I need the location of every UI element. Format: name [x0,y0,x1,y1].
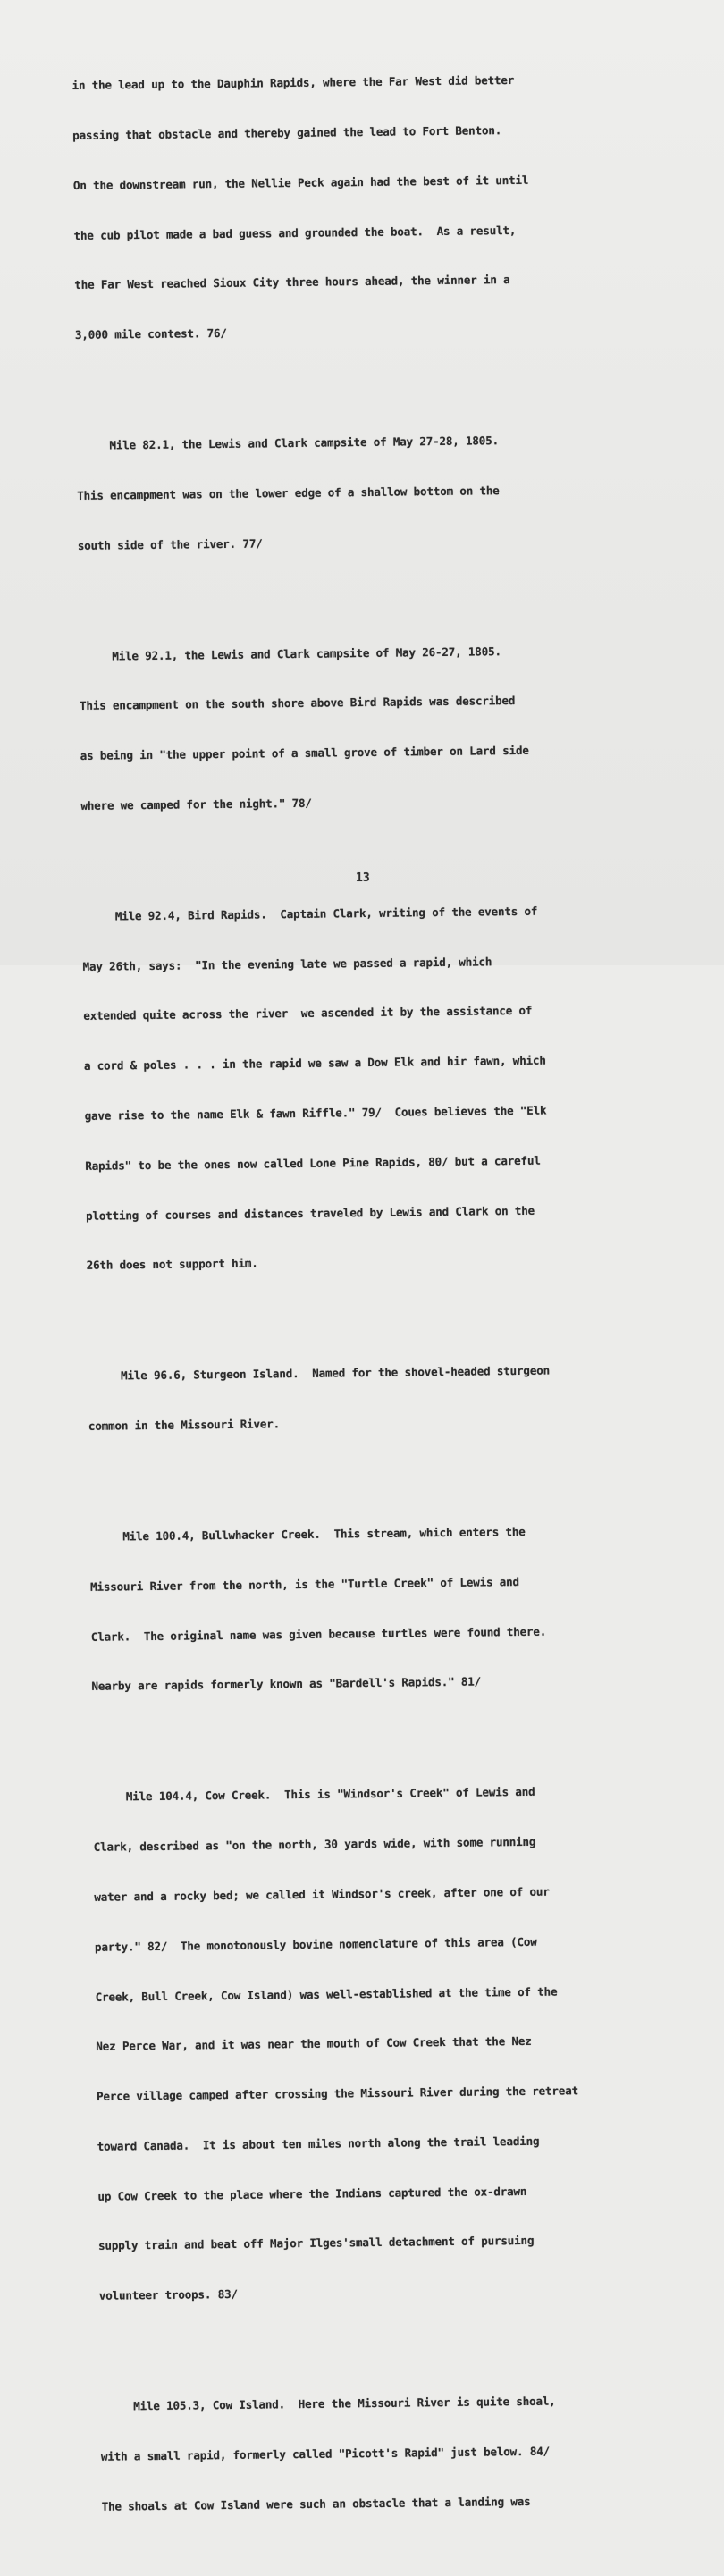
text-line: Nearby are rapids formerly known as "Bardell's Rapids." 81/ [91,1674,482,1694]
text-line: Mile 92.1, the Lewis and Clark campsite of May 26-27, 1805. [79,644,501,663]
paragraph-mile-104-4 [92,1749,689,2338]
text-line: up Cow Creek to the place where the Indians captured the ox-drawn [97,2184,527,2203]
text-line: supply train and beat off Major Ilges'small detachment of pursuing [97,2234,535,2253]
paragraph-mile-92-1 [79,608,671,847]
text-line: the Far West reached Sioux City three hours ahead, the winner in a [74,273,510,292]
text-line: the cub pilot made a bad guess and grounded the boat. As a result, [73,223,517,242]
text-line: This encampment on the south shore above Bird Rapids was described [79,694,516,713]
text-line: Mile 100.4, Bullwhacker Creek. This stream, which enters the [89,1525,526,1544]
paragraph-mile-82-1 [76,398,668,588]
document-body [72,38,693,2576]
text-line: plotting of courses and distances traveled by Lewis and Clark on the [85,1203,535,1223]
text-line: party." 82/ The monotonously bovine nomenclature of this area (Cow [94,1934,537,1954]
text-line: Mile 104.4, Cow Creek. This is "Windsor's Creek" of Lewis and [92,1785,535,1805]
text-line: Rapids" to be the ones now called Lone Pine Rapids, 80/ but a careful [85,1153,541,1173]
paragraph-mile-100-4 [89,1489,682,1729]
text-line: Perce village camped after crossing the Missouri River during the retreat [96,2084,579,2103]
text-line: Clark. The original name was given because turtles were found there. [90,1624,547,1644]
text-line: 3,000 mile contest. 76/ [74,325,227,342]
text-line: toward Canada. It is about ten miles north along the trail leading [97,2134,540,2153]
text-line: Missouri River from the north, is the "Turtle Creek" of Lewis and [89,1574,519,1594]
text-line: Mile 82.1, the Lewis and Clark campsite of May 27-28, 1805. [76,434,499,453]
text-line: Mile 96.6, Sturgeon Island. Named for the shovel-headed sturgeon [88,1363,551,1384]
text-line: On the downstream run, the Nellie Peck again had the best of it until [72,173,529,192]
text-line: a cord & poles . . . in the rapid we saw a Dow Elk and hir fawn, which [83,1053,546,1073]
text-line: common in the Missouri River. [88,1417,281,1434]
text-line: with a small rapid, formerly called "Picott's Rapid" just below. 84/ [100,2444,551,2463]
page-number: 13 [356,871,370,885]
paragraph-dauphin-rapids [72,38,665,377]
paragraph-mile-96-6 [88,1328,679,1469]
paragraph-mile-92-4 [81,869,677,1308]
text-line: The shoals at Cow Island were such an obstacle that a landing was [101,2494,531,2513]
text-line: May 26th, says: "In the evening late we passed a rapid, which [82,955,492,973]
text-line: Nez Perce War, and it was near the mouth of Cow Creek that the Nez [96,2034,532,2054]
text-line: This encampment was on the lower edge of a shallow bottom on the [77,484,500,502]
text-line: Mile 105.3, Cow Island. Here the Missouri River is quite shoal, [100,2394,556,2413]
text-line: gave rise to the name Elk & fawn Riffle." 79/ Coues believes the "Elk [84,1103,547,1123]
text-line: passing that obstacle and thereby gained the lead to Fort Benton. [72,123,502,142]
text-line: where we camped for the night." 78/ [80,796,312,812]
text-line: as being in "the upper point of a small grove of timber on Lard side [80,743,529,763]
text-line: extended quite across the river we ascended it by the assistance of [83,1004,533,1023]
text-line: Mile 92.4, Bird Rapids. Captain Clark, writing of the events of [81,904,538,923]
text-line: in the lead up to the Dauphin Rapids, where the Far West did better [72,73,515,93]
text-line: Clark, described as "on the north, 30 yards wide, with some running [93,1834,536,1855]
text-line: volunteer troops. 83/ [98,2287,238,2303]
text-line: Creek, Bull Creek, Cow Island) was well-established at the time of the [95,1984,558,2004]
text-line: 26th does not support him. [86,1256,258,1273]
text-line: south side of the river. 77/ [77,536,263,552]
paragraph-mile-105-3 [100,2359,692,2549]
text-line: water and a rocky bed; we called it Windsor's creek, after one of our [94,1884,550,1904]
